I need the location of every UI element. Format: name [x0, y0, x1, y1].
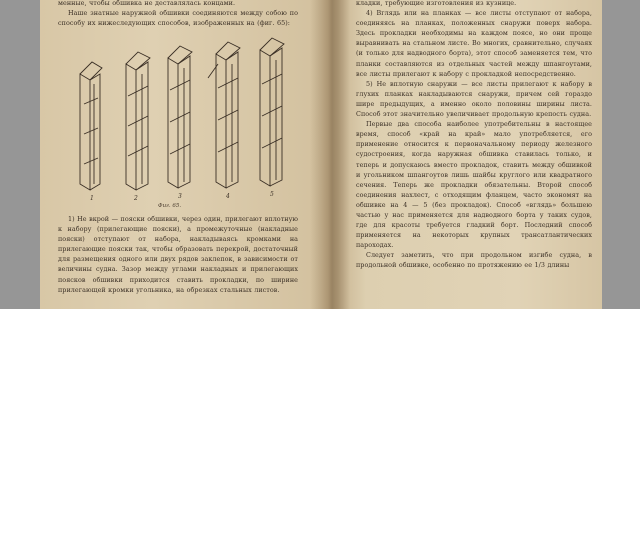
right-paragraph-1: кладки, требующие изготовления из кузнице.: [356, 0, 517, 7]
left-page-top-text: [58, 0, 298, 28]
figure-label-2: 2: [134, 195, 138, 202]
right-paragraph-4: Первые два способа наиболее употребительны в настоящее время, способ «край на край» мало употребляется, его применение относится к первоначальному периоду железного судостроения, когда наружная обшивка ставилась только, и теперь и допускаюсь вместо прокладок, ставить между обшивкой и угольником шпангоутов лишь шайбы круглого или квадратного сечения. Теперь же прокладки обязательны. Второй способ соединения нахлест, с отходящим фланцем, часто экономят на обшивке на 4 — 5 (без прокладок). Способ «вглядь» большею частью у нас применяется для надводного борта у таких судов, где для красоты требуется гладкий борт. Последний способ применяется на некоторых крупных трансатлантических пароходах.: [356, 120, 592, 250]
right-page-text: [356, 0, 592, 271]
right-page: [356, 0, 592, 309]
plating-assembly-2: [126, 52, 150, 190]
left-paragraph-3: 1) Не вкрой — пояски обшивки, через один, прилегают вплотную к набору (прилегающие пояски), а промежуточные (накладные пояски) отступают от набора, накладываясь кромками на прилегающие пояски так, чтобы образовать перекрой, достаточный для размещения одного или двух рядов заклепок, в зависимости от величины судна. Зазор между углами накладных и прилегающих поясков обшивки приходится ставить прокладки, по ширине прилегающей кромки угольника, на обрезках стальных листов.: [58, 215, 299, 294]
figure-caption: Фиг. 65.: [158, 203, 182, 209]
figure-65-plating-diagram: [68, 34, 293, 204]
book-gutter: [310, 0, 350, 309]
figure-label-5: 5: [270, 191, 274, 198]
left-paragraph-1: менные, чтобы обшивка не деставлялась концами.: [58, 0, 236, 7]
left-paragraph-2: Наше знатные наружной обшивки соединяются между собою по способу их нижеследующих способов, изображенных на (фиг. 65):: [58, 9, 298, 28]
left-page: [58, 0, 303, 309]
plating-assembly-1: [80, 62, 102, 190]
right-paragraph-5: Следует заметить, что при продольном изгибе судна, в продольной обшивке, особенно по протяжению ее 1/3 длины: [356, 251, 592, 270]
blank-canvas-area: [0, 309, 640, 548]
right-paragraph-2: 4) Вглядь или на планках — все листы отступают от набора, соединяясь на планках, положенных снаружи поверх набора. Здесь прокладки необходимы на каждом поясе, но они проще выравнивать на стальном листе. Во многих, сравнительно, случаях (и только для надводного борта), этот способ заменяется тем, что планки составляются из отдельных частей между шпангоутами, все листы прилегают к набору с прокладкой непосредственно.: [356, 9, 592, 78]
right-paragraph-3: 5) Не вплотную снаружи — все листы прилегают к набору в глухих планках накладываются снаружи, причем сей гораздо шире предыдущих, а именно около половины ширины листа. Способ этот значительно увеличивает продольную крепость судна.: [356, 79, 592, 119]
plating-assembly-5: [260, 38, 284, 186]
figure-label-4: 4: [226, 193, 230, 200]
left-page-bottom-text: [58, 214, 298, 295]
plating-assembly-4: [208, 42, 240, 188]
plating-assembly-3: [168, 46, 192, 188]
figure-label-3: 3: [178, 193, 182, 200]
book-spread: [40, 0, 602, 309]
figure-label-1: 1: [90, 195, 94, 202]
